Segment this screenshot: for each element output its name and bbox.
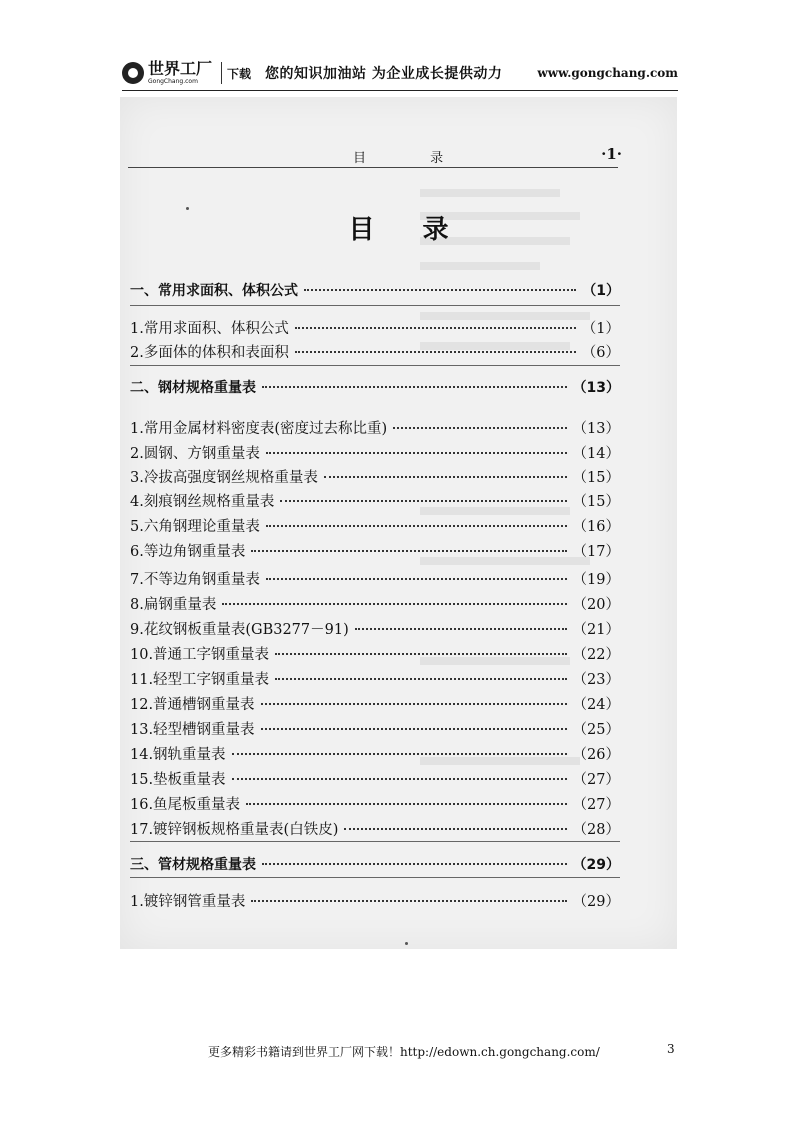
toc-entry-label: 15.垫板重量表 xyxy=(130,772,226,788)
gongchang-logo-icon xyxy=(122,62,144,84)
toc-entry-label: 9.花纹钢板重量表(GB3277－91) xyxy=(130,622,349,638)
toc-entry-page: （25） xyxy=(572,722,620,738)
toc-divider xyxy=(130,365,620,366)
toc-entry-label: 14.钢轨重量表 xyxy=(130,747,226,763)
toc-entry-label: 1.镀锌钢管重量表 xyxy=(130,894,246,910)
toc-entry-page: （27） xyxy=(572,797,620,813)
toc-entry[interactable] xyxy=(130,417,620,439)
toc-entry-label: 2.多面体的体积和表面积 xyxy=(130,345,289,361)
toc-entry[interactable] xyxy=(130,568,620,590)
download-label: 下载 xyxy=(227,66,252,81)
toc-leader-dots xyxy=(324,476,567,478)
toc-entry[interactable] xyxy=(130,890,620,912)
toc-entry-label: 7.不等边角钢重量表 xyxy=(130,572,260,588)
toc-leader-dots xyxy=(246,803,566,805)
toc-entry[interactable] xyxy=(130,743,620,765)
logo-english: GongChang.com xyxy=(148,78,198,85)
toc-leader-dots xyxy=(266,452,567,454)
running-header-page: ·1· xyxy=(601,145,622,163)
banner-rule xyxy=(122,90,678,91)
toc-title-char-1: 目 xyxy=(348,215,375,245)
toc-leader-dots xyxy=(344,828,566,830)
toc-leader-dots xyxy=(232,753,567,755)
toc-entry-label: 2.圆钢、方钢重量表 xyxy=(130,446,260,462)
toc-entry-page: （17） xyxy=(572,544,620,560)
toc-leader-dots xyxy=(280,500,566,502)
toc-entry-label: 三、管材规格重量表 xyxy=(130,857,256,873)
toc-entry[interactable] xyxy=(130,718,620,740)
toc-entry-page: （23） xyxy=(572,672,620,688)
toc-section-entry[interactable] xyxy=(130,280,620,302)
logo-divider xyxy=(221,62,222,84)
toc-divider xyxy=(130,305,620,306)
site-banner xyxy=(122,56,678,90)
toc-leader-dots xyxy=(261,703,567,705)
toc-entry[interactable] xyxy=(130,668,620,690)
toc-leader-dots xyxy=(262,863,567,865)
toc-entry-label: 11.轻型工字钢重量表 xyxy=(130,672,270,688)
toc-leader-dots xyxy=(295,327,576,329)
toc-entry-label: 4.刻痕钢丝规格重量表 xyxy=(130,494,275,510)
toc-entry-page: （1） xyxy=(582,283,620,299)
toc-entry[interactable] xyxy=(130,442,620,464)
toc-entry-page: （26） xyxy=(572,747,620,763)
toc-entry-label: 10.普通工字钢重量表 xyxy=(130,647,270,663)
toc-entry-page: （20） xyxy=(572,597,620,613)
toc-leader-dots xyxy=(275,653,566,655)
toc-leader-dots xyxy=(232,778,567,780)
toc-leader-dots xyxy=(262,386,567,388)
toc-entry-page: （13） xyxy=(572,380,620,396)
toc-entry[interactable] xyxy=(130,693,620,715)
toc-entry[interactable] xyxy=(130,618,620,640)
toc-entry-page: （24） xyxy=(572,697,620,713)
toc-entry-label: 17.镀锌钢板规格重量表(白铁皮) xyxy=(130,822,339,838)
toc-leader-dots xyxy=(261,728,567,730)
toc-entry[interactable] xyxy=(130,317,620,339)
toc-entry-page: （16） xyxy=(572,519,620,535)
toc-entry-page: （22） xyxy=(572,647,620,663)
toc-entry-page: （21） xyxy=(572,622,620,638)
toc-leader-dots xyxy=(266,578,567,580)
toc-section-entry[interactable] xyxy=(130,854,620,876)
logo-text xyxy=(148,61,212,85)
toc-entry-page: （19） xyxy=(572,572,620,588)
toc-leader-dots xyxy=(251,550,566,552)
toc-divider xyxy=(130,877,620,878)
toc-entry-label: 8.扁钢重量表 xyxy=(130,597,217,613)
toc-entry[interactable] xyxy=(130,515,620,537)
toc-leader-dots xyxy=(275,678,566,680)
toc-entry-page: （6） xyxy=(581,345,620,361)
toc-section-entry[interactable] xyxy=(130,377,620,399)
toc-entry-label: 二、钢材规格重量表 xyxy=(130,380,256,396)
toc-entry-label: 12.普通槽钢重量表 xyxy=(130,697,255,713)
toc-entry-label: 5.六角钢理论重量表 xyxy=(130,519,260,535)
toc-leader-dots xyxy=(251,900,566,902)
toc-divider xyxy=(130,841,620,842)
scan-speck xyxy=(186,207,189,210)
toc-entry[interactable] xyxy=(130,540,620,562)
toc-entry-page: （14） xyxy=(572,446,620,462)
running-header-title: 目 录 xyxy=(353,151,474,166)
toc-leader-dots xyxy=(304,289,576,291)
toc-entry-label: 13.轻型槽钢重量表 xyxy=(130,722,255,738)
scan-speck xyxy=(405,942,408,945)
toc-entry[interactable] xyxy=(130,341,620,363)
toc-entry[interactable] xyxy=(130,793,620,815)
toc-entry-page: （15） xyxy=(572,494,620,510)
toc-entry-label: 1.常用金属材料密度表(密度过去称比重) xyxy=(130,421,388,437)
toc-leader-dots xyxy=(355,628,567,630)
banner-slogan: 您的知识加油站 为企业成长提供动力 xyxy=(265,66,503,82)
footer-link[interactable]: 更多精彩书籍请到世界工厂网下载！http://edown.ch.gongchang.com/ xyxy=(208,1045,600,1059)
toc-leader-dots xyxy=(222,603,566,605)
toc-entry[interactable] xyxy=(130,768,620,790)
site-url[interactable]: www.gongchang.com xyxy=(537,66,678,80)
toc-leader-dots xyxy=(295,351,576,353)
toc-entry-page: （15） xyxy=(572,470,620,486)
toc-entry-page: （28） xyxy=(572,822,620,838)
toc-entry-label: 6.等边角钢重量表 xyxy=(130,544,246,560)
toc-entry-page: （29） xyxy=(572,857,620,873)
toc-leader-dots xyxy=(393,427,566,429)
scanned-page xyxy=(120,97,677,949)
toc-entry-page: （29） xyxy=(572,894,620,910)
toc-entry[interactable] xyxy=(130,818,620,840)
toc-entry-label: 一、常用求面积、体积公式 xyxy=(130,283,298,299)
toc-title-char-2: 录 xyxy=(422,215,449,245)
toc-entry-label: 3.冷拔高强度钢丝规格重量表 xyxy=(130,470,318,486)
toc-entry[interactable] xyxy=(130,466,620,488)
toc-title xyxy=(120,209,677,246)
toc-entry-label: 16.鱼尾板重量表 xyxy=(130,797,241,813)
running-header xyxy=(128,143,622,168)
toc-entry-page: （1） xyxy=(581,321,620,337)
toc-entry[interactable] xyxy=(130,643,620,665)
logo-chinese: 世界工厂 xyxy=(148,59,213,78)
toc-entry-label: 1.常用求面积、体积公式 xyxy=(130,321,289,337)
toc-leader-dots xyxy=(266,525,567,527)
toc-entry[interactable] xyxy=(130,593,620,615)
toc-entry-page: （27） xyxy=(572,772,620,788)
toc-entry-page: （13） xyxy=(572,421,620,437)
footer-page-number: 3 xyxy=(667,1042,675,1056)
toc-entry[interactable] xyxy=(130,490,620,512)
